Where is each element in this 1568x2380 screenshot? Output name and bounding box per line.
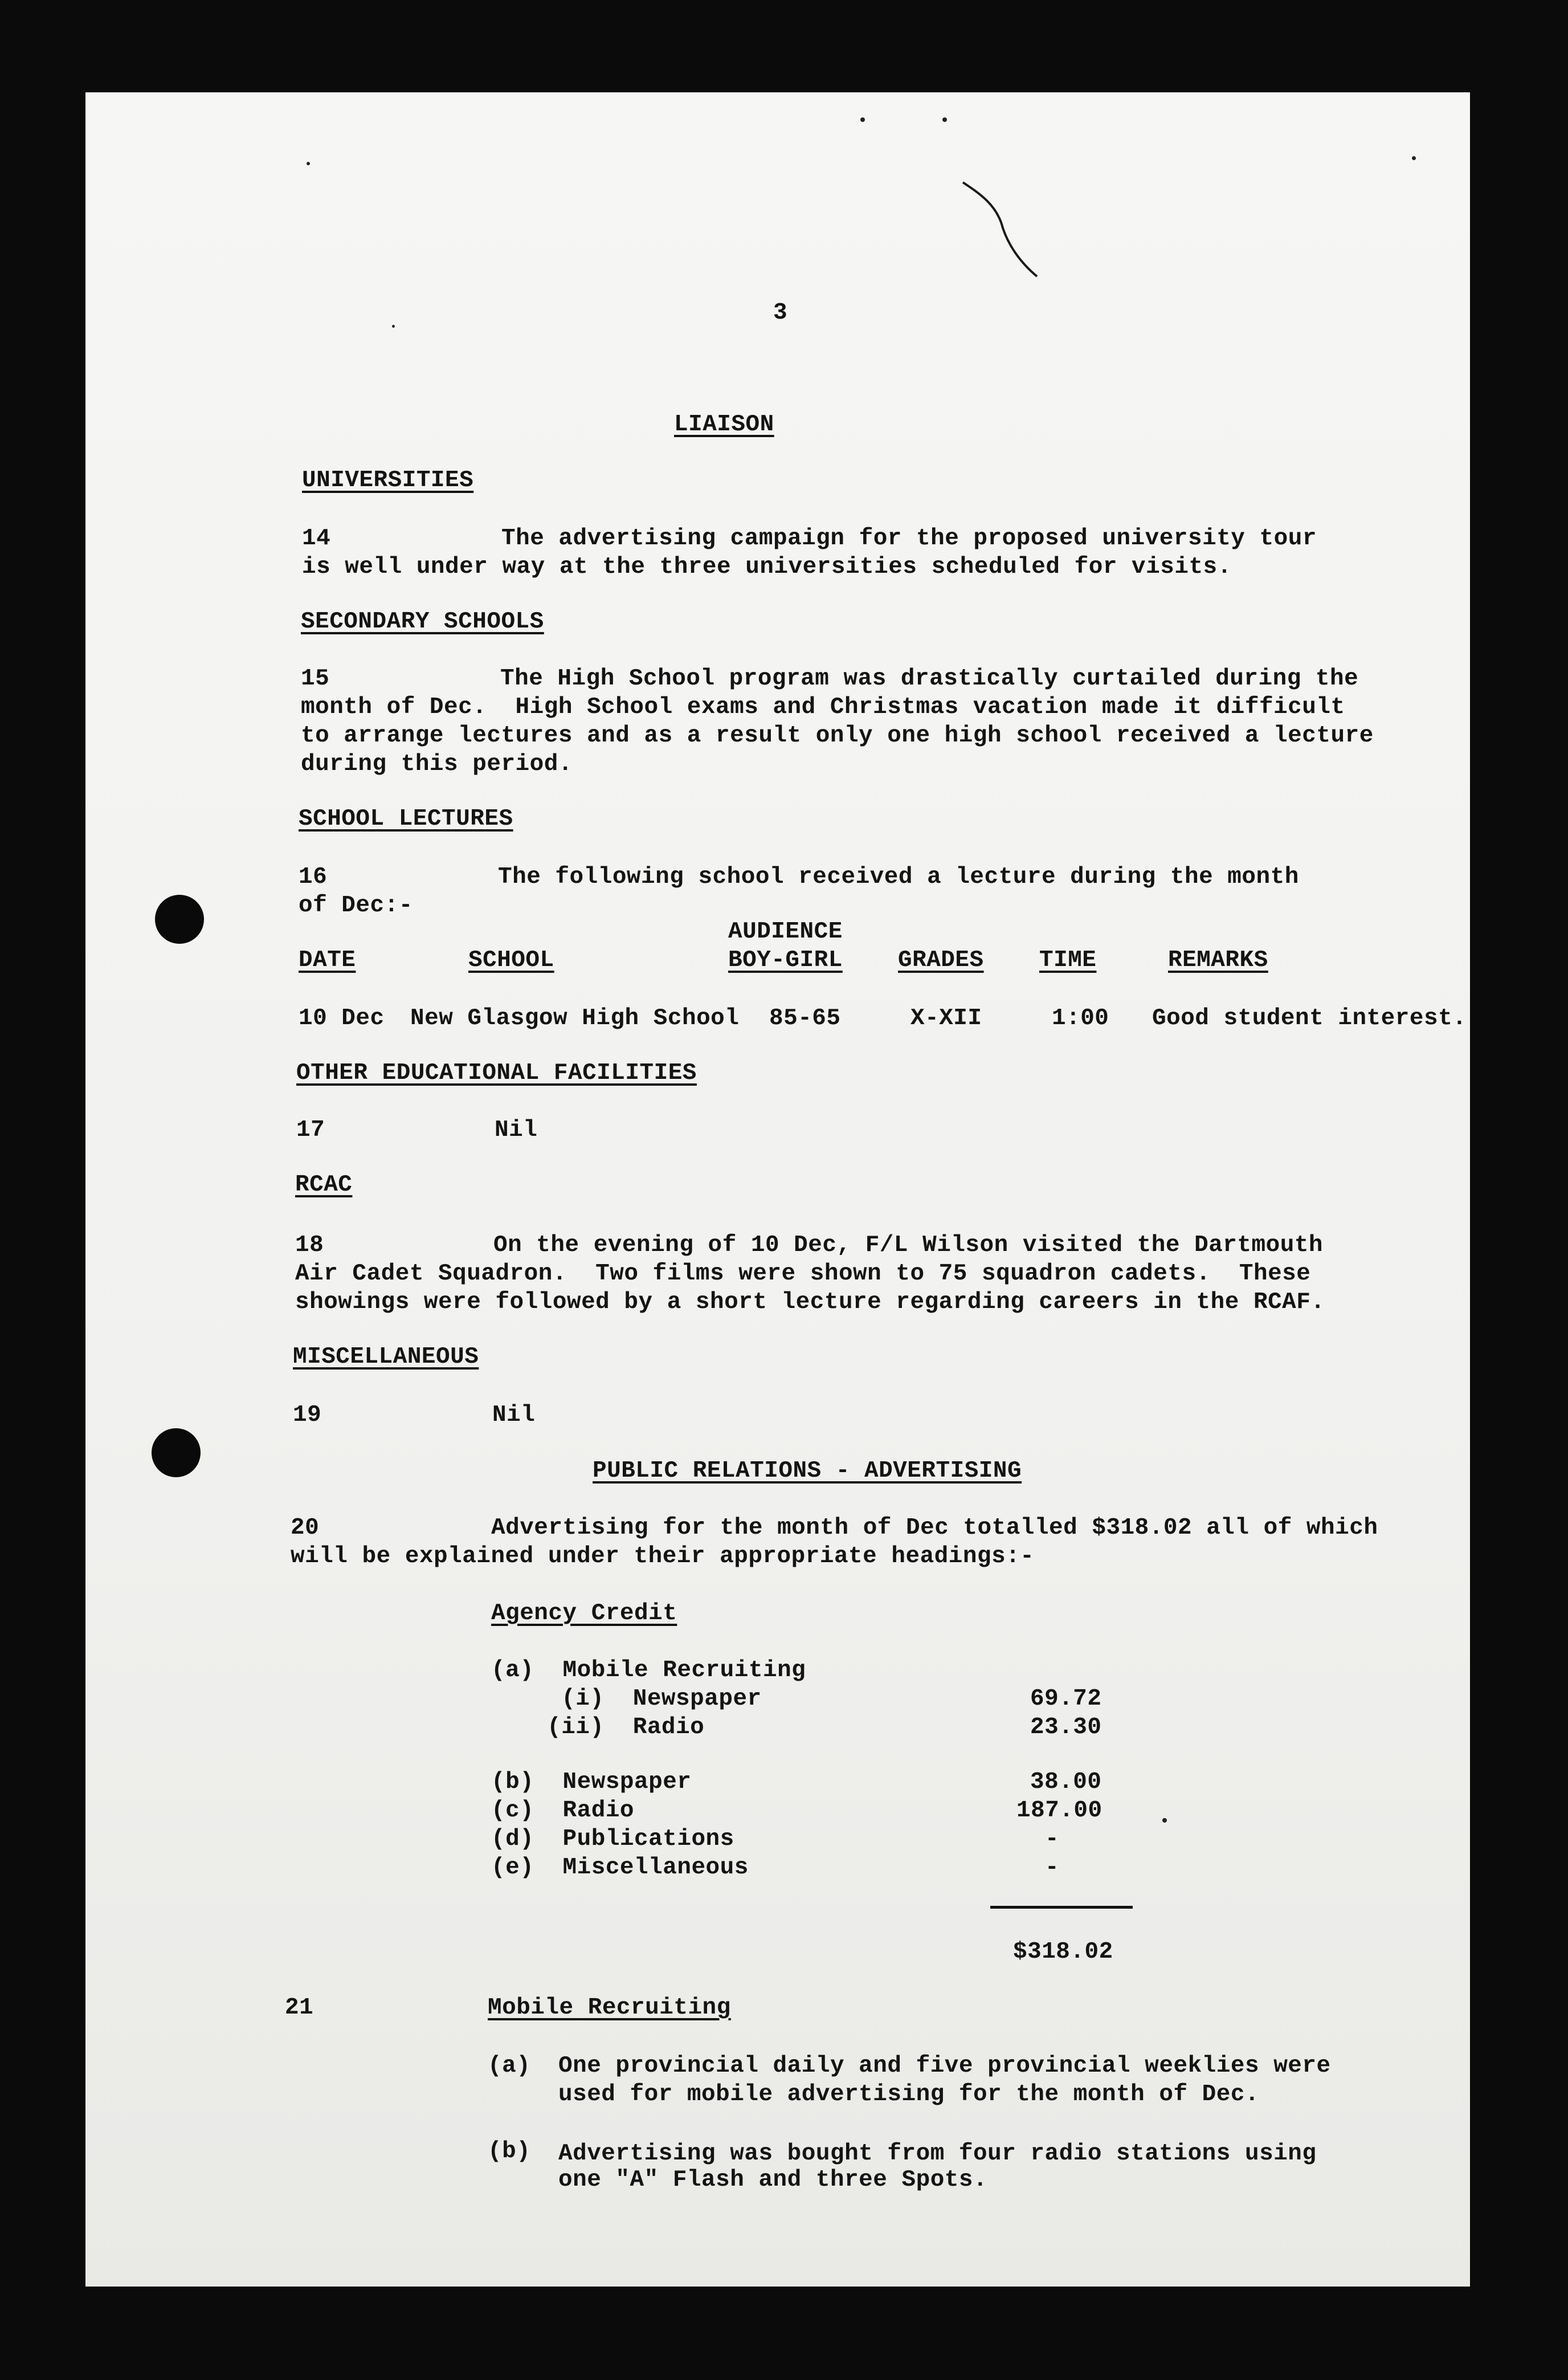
- paragraph-number: 18: [295, 1232, 324, 1258]
- section-heading: UNIVERSITIES: [302, 467, 474, 494]
- section-heading: RCAC: [295, 1172, 353, 1198]
- mobile-recruiting-heading: Mobile Recruiting: [488, 1995, 731, 2021]
- table-header-school: SCHOOL: [468, 947, 554, 973]
- paragraph-line: Advertising for the month of Dec totalled $318.02 all of which: [491, 1515, 1378, 1541]
- paragraph-number: 16: [299, 864, 328, 890]
- ledger-label: (c) Radio: [491, 1798, 635, 1824]
- paragraph-text: Nil: [495, 1117, 538, 1143]
- ledger-label: (e) Miscellaneous: [491, 1855, 749, 1881]
- ledger-total: $318.02: [1013, 1939, 1113, 1965]
- paragraph-line: during this period.: [301, 751, 573, 777]
- ledger-label: (ii) Radio: [533, 1714, 705, 1741]
- paragraph-number: 20: [291, 1515, 320, 1541]
- speck: [307, 162, 310, 165]
- item-line: one "A" Flash and three Spots.: [558, 2167, 988, 2193]
- paragraph-number: 14: [302, 525, 331, 552]
- punch-hole-bottom: [152, 1428, 201, 1477]
- paragraph-line: Air Cadet Squadron. Two films were shown to 75 squadron cadets. These: [295, 1261, 1311, 1287]
- speck: [942, 117, 947, 122]
- paragraph-number: 21: [285, 1995, 314, 2021]
- speck: [1412, 156, 1416, 160]
- table-cell-time: 1:00: [1052, 1005, 1109, 1032]
- table-cell-audience: 85-65: [769, 1005, 841, 1032]
- item-label: (a): [488, 2053, 531, 2079]
- ledger-label: (b) Newspaper: [491, 1769, 692, 1795]
- document-page: [85, 92, 1470, 2287]
- table-header-audience: BOY-GIRL: [728, 947, 843, 973]
- ledger-amount: 23.30: [1030, 1714, 1102, 1741]
- paragraph-line: The advertising campaign for the proposed university tour: [501, 525, 1317, 552]
- table-header-grades: GRADES: [898, 947, 984, 973]
- item-line: One provincial daily and five provincial weeklies were: [558, 2053, 1331, 2079]
- ledger-amount: -: [1045, 1855, 1060, 1881]
- section-title: PUBLIC RELATIONS - ADVERTISING: [593, 1458, 1022, 1484]
- paragraph-line: On the evening of 10 Dec, F/L Wilson visited the Dartmouth: [493, 1232, 1324, 1258]
- paragraph-text: Nil: [492, 1402, 536, 1428]
- paragraph-number: 19: [293, 1402, 322, 1428]
- table-audience-label: AUDIENCE: [728, 919, 843, 945]
- pen-mark: [957, 171, 1043, 285]
- paragraph-line: The High School program was drastically curtailed during the: [500, 666, 1359, 692]
- ledger-amount: 38.00: [1030, 1769, 1102, 1795]
- table-header-time: TIME: [1039, 947, 1097, 973]
- ledger-label: (a) Mobile Recruiting: [491, 1657, 806, 1684]
- paragraph-line: to arrange lectures and as a result only one high school received a lecture: [301, 723, 1374, 749]
- item-label: (b): [488, 2138, 531, 2165]
- section-heading: SCHOOL LECTURES: [299, 806, 513, 832]
- paragraph-line: will be explained under their appropriate headings:-: [291, 1543, 1035, 1570]
- section-heading: OTHER EDUCATIONAL FACILITIES: [296, 1060, 697, 1086]
- item-line: Advertising was bought from four radio stations using: [558, 2141, 1317, 2167]
- ledger-label: (i) Newspaper: [533, 1686, 762, 1712]
- section-heading: MISCELLANEOUS: [293, 1344, 479, 1370]
- paragraph-line: showings were followed by a short lecture regarding careers in the RCAF.: [295, 1289, 1325, 1315]
- speck: [860, 117, 865, 122]
- punch-hole-top: [155, 895, 204, 944]
- table-cell-school: New Glasgow High School: [410, 1005, 740, 1032]
- table-cell-remarks: Good student interest.: [1152, 1005, 1467, 1032]
- total-rule: [990, 1906, 1133, 1909]
- paragraph-number: 17: [296, 1117, 325, 1143]
- paragraph-line: The following school received a lecture during the month: [498, 864, 1299, 890]
- paragraph-number: 15: [301, 666, 330, 692]
- speck: [392, 325, 395, 328]
- agency-credit-heading: Agency Credit: [491, 1600, 677, 1627]
- table-header-remarks: REMARKS: [1168, 947, 1268, 973]
- table-cell-grades: X-XII: [910, 1005, 982, 1032]
- page-title: LIAISON: [674, 411, 774, 438]
- table-header-date: DATE: [299, 947, 356, 973]
- section-heading: SECONDARY SCHOOLS: [301, 609, 544, 635]
- ledger-amount: 69.72: [1030, 1686, 1102, 1712]
- paragraph-line: of Dec:-: [299, 892, 413, 919]
- ledger-amount: 187.00: [1016, 1798, 1102, 1824]
- paragraph-line: is well under way at the three universities scheduled for visits.: [302, 554, 1232, 580]
- page-number: 3: [773, 300, 788, 326]
- item-line: used for mobile advertising for the month of Dec.: [558, 2081, 1260, 2108]
- table-cell-date: 10 Dec: [299, 1005, 385, 1032]
- paragraph-line: month of Dec. High School exams and Christmas vacation made it difficult: [301, 694, 1345, 720]
- ledger-label: (d) Publications: [491, 1826, 734, 1852]
- ledger-amount: -: [1045, 1826, 1060, 1852]
- speck: [1162, 1818, 1167, 1823]
